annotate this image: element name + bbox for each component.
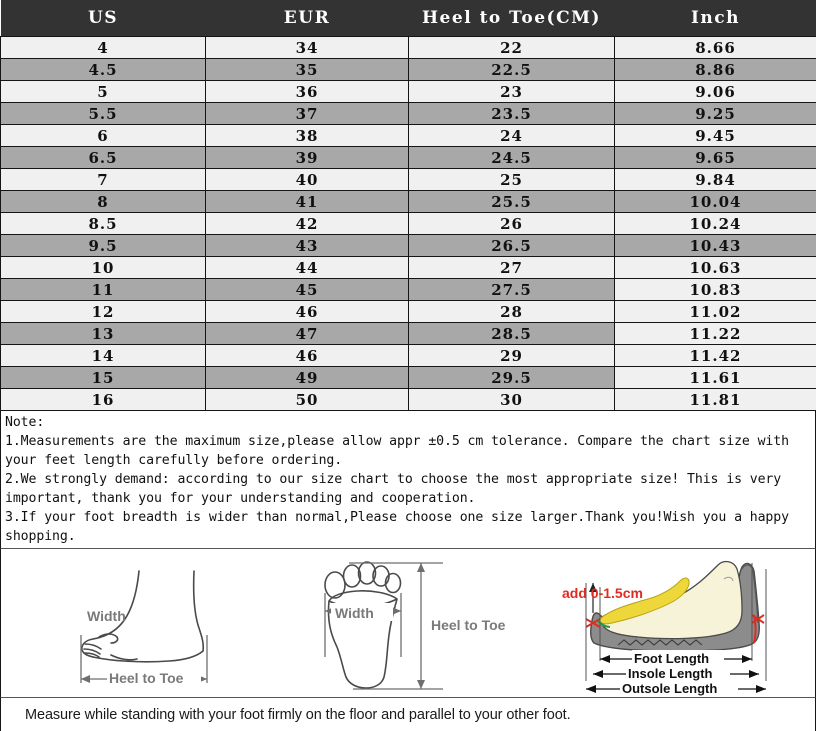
side-view-width-label: Width: [87, 608, 126, 624]
cell-eur: 34: [206, 37, 409, 59]
foot-sole-view-illustration: [291, 549, 556, 697]
shoe-view-insole-length-label: Insole Length: [628, 666, 713, 681]
cell-us: 11: [1, 279, 206, 301]
table-header: [1, 0, 816, 37]
cell-heel-to-toe-cm: 25: [409, 169, 615, 191]
cell-inch: 11.22: [615, 323, 816, 345]
cell-inch: 10.83: [615, 279, 816, 301]
table-row: [1, 367, 816, 389]
cell-inch: 11.81: [615, 389, 816, 411]
table-row: [1, 191, 816, 213]
table-row: [1, 301, 816, 323]
table-row: [1, 235, 816, 257]
cell-eur: 36: [206, 81, 409, 103]
cell-heel-to-toe-cm: 30: [409, 389, 615, 411]
cell-us: 4.5: [1, 59, 206, 81]
shoe-view-foot-length-label: Foot Length: [634, 651, 709, 666]
cell-us: 14: [1, 345, 206, 367]
table-row: [1, 213, 816, 235]
table-row: [1, 59, 816, 81]
column-header-inch: Inch: [615, 0, 816, 37]
cell-inch: 10.04: [615, 191, 816, 213]
table-row: [1, 345, 816, 367]
cell-eur: 37: [206, 103, 409, 125]
table-row: [1, 81, 816, 103]
note-item-3: 3.If your foot breadth is wider than normal,Please choose one size larger.Thank you!Wish you a happy shopping.: [5, 508, 811, 546]
cell-us: 13: [1, 323, 206, 345]
cell-eur: 46: [206, 301, 409, 323]
cell-inch: 8.86: [615, 59, 816, 81]
table-row: [1, 389, 816, 411]
cell-heel-to-toe-cm: 26: [409, 213, 615, 235]
cell-heel-to-toe-cm: 28: [409, 301, 615, 323]
cell-us: 10: [1, 257, 206, 279]
table-row: [1, 37, 816, 59]
cell-us: 15: [1, 367, 206, 389]
notes-title: Note:: [5, 413, 811, 432]
cell-eur: 35: [206, 59, 409, 81]
cell-inch: 9.06: [615, 81, 816, 103]
cell-heel-to-toe-cm: 29: [409, 345, 615, 367]
measurement-caption-text: Measure while standing with your foot firmly on the floor and parallel to your other foot.: [25, 707, 571, 723]
cell-eur: 41: [206, 191, 409, 213]
cell-us: 5: [1, 81, 206, 103]
cell-heel-to-toe-cm: 22.5: [409, 59, 615, 81]
table-row: [1, 279, 816, 301]
cell-eur: 42: [206, 213, 409, 235]
cell-eur: 40: [206, 169, 409, 191]
cell-heel-to-toe-cm: 29.5: [409, 367, 615, 389]
cell-inch: 11.42: [615, 345, 816, 367]
diagram-foot-sole-view: [291, 549, 556, 697]
cell-us: 4: [1, 37, 206, 59]
table-row: [1, 125, 816, 147]
cell-eur: 44: [206, 257, 409, 279]
cell-eur: 39: [206, 147, 409, 169]
diagram-foot-side-view: [1, 549, 291, 697]
notes-section: [0, 411, 816, 549]
cell-heel-to-toe-cm: 26.5: [409, 235, 615, 257]
note-item-2: 2.We strongly demand: according to our size chart to choose the most appropriate size! This is very important, thank you for your understanding and cooperation.: [5, 470, 811, 508]
cell-heel-to-toe-cm: 24.5: [409, 147, 615, 169]
cell-us: 6.5: [1, 147, 206, 169]
cell-inch: 9.25: [615, 103, 816, 125]
column-header-eur: EUR: [206, 0, 409, 37]
cell-heel-to-toe-cm: 23: [409, 81, 615, 103]
cell-us: 6: [1, 125, 206, 147]
cell-heel-to-toe-cm: 22: [409, 37, 615, 59]
column-header-us: US: [1, 0, 206, 37]
cell-inch: 10.43: [615, 235, 816, 257]
cell-eur: 38: [206, 125, 409, 147]
cell-heel-to-toe-cm: 27.5: [409, 279, 615, 301]
cell-eur: 45: [206, 279, 409, 301]
table-row: [1, 323, 816, 345]
cell-heel-to-toe-cm: 25.5: [409, 191, 615, 213]
sole-view-width-label: Width: [335, 605, 374, 621]
cell-us: 12: [1, 301, 206, 323]
cell-us: 7: [1, 169, 206, 191]
table-row: [1, 257, 816, 279]
measurement-caption: [0, 697, 816, 731]
diagram-shoe-cross-section: [556, 549, 815, 697]
cell-heel-to-toe-cm: 23.5: [409, 103, 615, 125]
cell-eur: 43: [206, 235, 409, 257]
cell-inch: 11.61: [615, 367, 816, 389]
table-row: [1, 147, 816, 169]
cell-inch: 8.66: [615, 37, 816, 59]
cell-eur: 49: [206, 367, 409, 389]
measurement-diagrams: [0, 549, 816, 697]
cell-heel-to-toe-cm: 27: [409, 257, 615, 279]
cell-inch: 10.63: [615, 257, 816, 279]
cell-eur: 50: [206, 389, 409, 411]
column-header-heel-to-toe-cm: Heel to Toe(CM): [409, 0, 615, 37]
side-view-heel-to-toe-label: Heel to Toe: [109, 670, 183, 686]
cell-inch: 9.45: [615, 125, 816, 147]
cell-heel-to-toe-cm: 24: [409, 125, 615, 147]
cell-inch: 9.84: [615, 169, 816, 191]
cell-us: 8: [1, 191, 206, 213]
cell-inch: 11.02: [615, 301, 816, 323]
table-row: [1, 169, 816, 191]
cell-eur: 46: [206, 345, 409, 367]
shoe-view-outsole-length-label: Outsole Length: [622, 681, 717, 696]
shoe-view-add-length-label: add 0-1.5cm: [562, 585, 643, 601]
table-header-row: [1, 0, 816, 37]
cell-us: 8.5: [1, 213, 206, 235]
cell-us: 16: [1, 389, 206, 411]
cell-us: 9.5: [1, 235, 206, 257]
cell-us: 5.5: [1, 103, 206, 125]
table-body: [1, 37, 816, 411]
cell-heel-to-toe-cm: 28.5: [409, 323, 615, 345]
sole-view-heel-to-toe-label: Heel to Toe: [431, 617, 505, 633]
cell-eur: 47: [206, 323, 409, 345]
cell-inch: 9.65: [615, 147, 816, 169]
cell-inch: 10.24: [615, 213, 816, 235]
table-row: [1, 103, 816, 125]
note-item-1: 1.Measurements are the maximum size,please allow appr ±0.5 cm tolerance. Compare the chart size with your feet length carefully before ordering.: [5, 432, 811, 470]
